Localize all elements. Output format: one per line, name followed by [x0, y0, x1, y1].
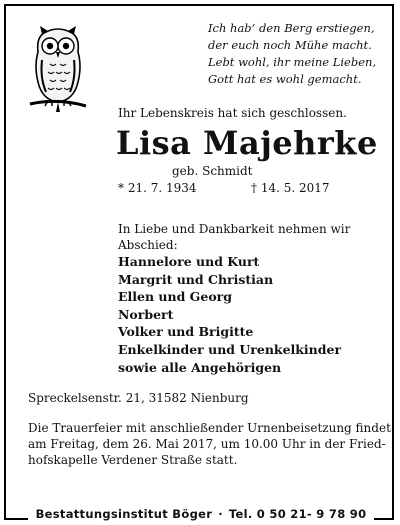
family-list [118, 253, 341, 376]
service-info [28, 420, 391, 468]
poem-line: Ich hab’ den Berg erstiegen, [208, 21, 375, 35]
poem-line: Lebt wohl, ihr meine Lieben, [208, 55, 377, 69]
poem-line: Gott hat es wohl gemacht. [208, 72, 362, 86]
service-line: hofskapelle Verdener Straße statt. [28, 453, 238, 467]
footer-separator: · [218, 507, 223, 521]
deceased-name: Lisa Majehrke [116, 124, 378, 162]
intro-text: Ihr Lebenskreis hat sich geschlossen. [118, 106, 347, 120]
death-date: † 14. 5. 2017 [251, 181, 330, 195]
poem [208, 20, 398, 88]
company-name: Bestattungsinstitut Böger [35, 507, 213, 521]
family-member: sowie alle Angehörigen [118, 359, 282, 375]
service-line: am Freitag, dem 26. Mai 2017, um 10.00 Uhr in der Fried- [28, 437, 386, 451]
phone-number: Tel. 0 50 21- 9 78 90 [228, 507, 367, 521]
maiden-name: geb. Schmidt [172, 164, 253, 178]
family-member: Ellen und Georg [118, 289, 232, 305]
service-line: Die Trauerfeier mit anschließender Urnenbeisetzung findet [28, 421, 391, 435]
family-member: Volker und Brigitte [118, 324, 254, 340]
family-member: Enkelkinder und Urenkelkinder [118, 341, 342, 357]
family-member: Norbert [118, 306, 174, 322]
birth-date: * 21. 7. 1934 [118, 181, 197, 195]
owl-icon [28, 22, 88, 114]
address: Spreckelsenstr. 21, 31582 Nienburg [28, 391, 249, 405]
family-member: Margrit und Christian [118, 271, 274, 287]
poem-line: der euch noch Mühe macht. [208, 38, 372, 52]
footer [28, 507, 374, 521]
family-member: Hannelore und Kurt [118, 254, 260, 269]
thanks-text: In Liebe und Dankbarkeit nehmen wir Abschied: [118, 222, 351, 252]
